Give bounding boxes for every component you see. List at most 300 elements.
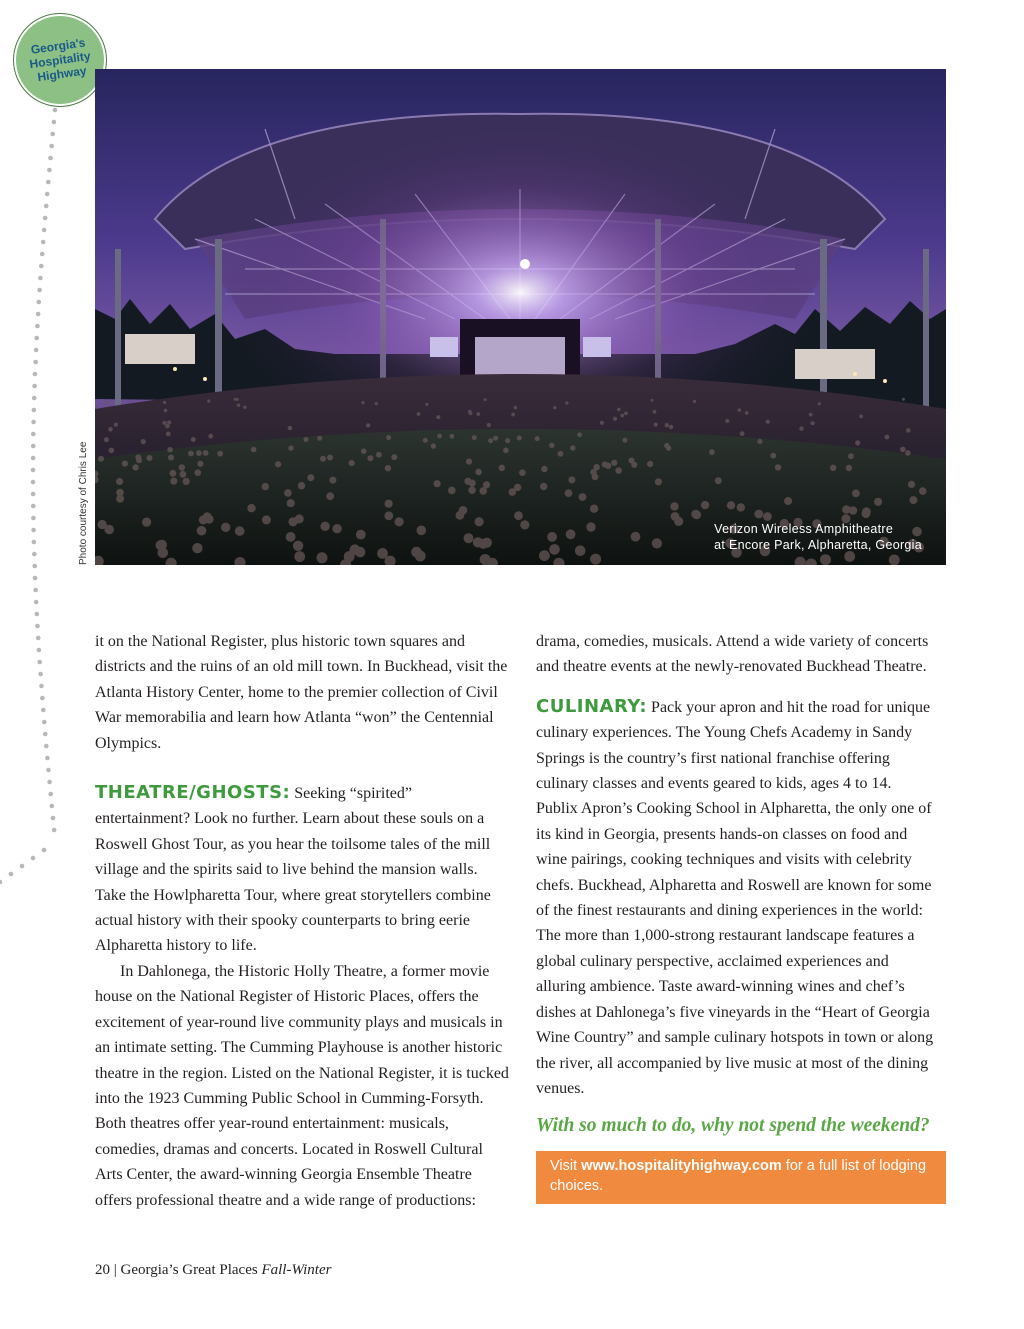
trail-dot [35,624,40,629]
crowd-texture [437,434,442,439]
trail-dot [38,672,43,677]
crowd-texture [862,509,871,518]
crowd-texture [122,461,128,467]
crowd-texture [164,409,168,413]
trail-dot [31,516,36,521]
crowd-texture [701,501,709,509]
crowd-texture [170,470,177,477]
crowd-texture [631,532,641,542]
crowd-texture [284,489,292,497]
crowd-texture [475,469,482,476]
crowd-texture [671,512,680,521]
crowd-texture [727,501,735,509]
crowd-texture [317,436,322,441]
crowd-texture [298,482,305,489]
crowd-texture [203,512,212,521]
crowd-texture [669,425,673,429]
crowd-texture [830,465,836,471]
crowd-texture [417,412,421,416]
trail-dot [34,600,39,605]
crowd-texture [385,465,391,471]
trail-dot [41,240,46,245]
culinary-text: Pack your apron and hit the road for unique culinary experiences. The Young Chefs Academy in Sandy Springs is the country’s first national franchise offering culinary classes and events geared to kids, ages 4 to 14. Publix Apron’s Cooking School in Alpharetta, the only one of its kind in Georgia, presents hands-on classes on food and wine pairings, cooking techniques and visits with celebrity chefs. Buckhead, Alpharetta and Roswell are known for some of the finest restaurants and dining experiences in the world: The more than 1,000-strong restaurant landscape features a global culinary perspective, acclaimed experiences and alluring ambience. Taste award-winning wines and chef’s dishes at Dahlonega’s five vineyards in the “Heart of Georgia Wine Country” and sample culinary hotspots in town or along the river, all accompanied by live music at most of the dining venues. [536,698,934,1097]
crowd-texture [488,438,493,443]
crowd-texture [104,525,114,535]
crowd-texture [846,465,852,471]
crowd-texture [450,434,455,439]
crowd-texture [859,415,863,419]
crowd-texture [236,398,239,401]
crowd-texture [141,439,146,444]
crowd-texture [655,478,662,485]
crowd-texture [725,419,729,423]
theatre-ghosts-text: Seeking “spirited” entertainment? Look no further. Learn about these souls on a Roswell Ghost Tour, as you hear the toilsome tales of the mill village and the spirits said to live behind the mansion walls. Take the Howlpharetta Tour, where great storytellers combine actual history with their spooky counterparts to bring eerie Alpharetta history to life. [95,785,491,955]
crowd-texture [207,400,210,403]
crowd-texture [317,552,328,563]
crowd-texture [757,439,762,444]
crowd-texture [600,421,604,425]
crowd-texture [611,460,617,466]
crowd-texture [652,538,662,548]
trail-dot [39,684,44,689]
trail-dot [47,780,52,785]
trail-dot [32,564,37,569]
crowd-texture [425,403,428,406]
trail-dot [31,504,36,509]
crowd-texture [766,420,770,424]
crowd-texture [906,428,911,433]
photo-credit: Photo courtesy of Chris Lee [78,441,89,565]
crowd-texture [262,515,271,524]
crowd-texture [565,489,573,497]
crowd-texture [367,455,373,461]
trail-dot [40,252,45,257]
crowd-texture [116,489,124,497]
crowd-texture [549,544,560,555]
crowd-texture [217,451,223,457]
crowd-texture [586,522,595,531]
crowd-texture [221,523,230,532]
trail-dot [37,288,42,293]
trail-dot [50,132,55,137]
crowd-texture [473,537,483,547]
trail-dot [36,312,41,317]
crowd-texture [908,481,915,488]
crowd-texture [275,461,281,467]
crowd-texture [456,511,465,520]
trail-dot [35,612,40,617]
crowd-texture [568,476,575,483]
crowd-texture [617,408,621,412]
amphitheatre-illustration [95,69,946,565]
trail-dot [35,324,40,329]
photo-caption [714,521,922,553]
crowd-texture [745,411,749,415]
crowd-texture [434,480,441,487]
crowd-texture [288,426,292,430]
crowd-texture [624,411,628,415]
crowd-texture [168,455,174,461]
trail-dot [44,744,49,749]
crowd-texture [320,456,326,462]
crowd-texture [590,554,601,565]
trail-dot [32,408,37,413]
crowd-texture [237,404,240,407]
crowd-texture [902,398,905,401]
crowd-texture [295,514,304,523]
crowd-texture [411,547,422,558]
trail-dot [44,204,49,209]
crowd-texture [909,496,917,504]
trail-dot [31,492,36,497]
crowd-texture [436,415,440,419]
crowd-texture [183,478,190,485]
crowd-texture [848,453,854,459]
crowd-texture [385,500,393,508]
footer-separator: | [113,1262,117,1278]
crowd-texture [602,462,608,468]
crowd-texture [476,412,480,416]
trail-dot [32,540,37,545]
photo-caption-line-1: Verizon Wireless Amphitheatre [714,522,894,536]
crowd-texture [763,512,772,521]
trail-dot [31,432,36,437]
crowd-texture [132,464,138,470]
crowd-texture [288,445,293,450]
crowd-texture [464,478,471,485]
crowd-texture [852,490,860,498]
crowd-texture [98,456,104,462]
crowd-texture [197,526,207,536]
crowd-texture [307,474,314,481]
crowd-texture [235,526,245,536]
crowd-texture [251,447,257,453]
crowd-texture [693,400,696,403]
crowd-texture [653,410,657,414]
culinary-heading: CULINARY: [536,695,648,717]
crowd-texture [540,483,547,490]
crowd-texture [558,451,564,457]
crowd-texture [811,421,815,425]
crowd-texture [535,436,540,441]
crowd-texture [784,497,792,505]
trail-dot [42,720,47,725]
crowd-texture [304,437,309,442]
trail-dot [32,396,37,401]
trail-dot [37,300,42,305]
trail-dot [32,384,37,389]
crowd-texture [262,483,269,490]
crowd-texture [361,448,367,454]
trail-dot [52,120,57,125]
crowd-texture [391,454,397,460]
callout-prefix: Visit [550,1157,582,1174]
trail-dot [48,792,53,797]
crowd-texture [208,434,213,439]
crowd-texture [142,518,151,527]
crowd-texture [423,438,428,443]
crowd-texture [487,423,491,427]
crowd-texture [108,427,113,432]
crowd-texture [483,481,490,488]
crowd-texture [135,454,141,460]
hospitality-highway-badge [14,14,106,106]
hospitality-highway-link[interactable]: www.hospitalityhighway.com [581,1157,782,1174]
crowd-texture [622,438,627,443]
crowd-texture [243,406,246,409]
theatre-ghosts-paragraph [95,780,510,959]
crowd-texture [349,460,355,466]
crowd-texture [395,517,404,526]
crowd-texture [715,477,722,484]
photo-caption-line-2: at Encore Park, Alpharetta, Georgia [714,538,922,552]
crowd-texture [468,486,476,494]
trail-dot [37,660,42,665]
crowd-texture [517,436,522,441]
crowd-texture [287,499,295,507]
crowd-texture [469,411,473,415]
crowd-texture [799,426,803,430]
crowd-texture [327,455,333,461]
crowd-texture [874,498,882,506]
crowd-texture [514,484,521,491]
crowd-texture [375,402,378,405]
crowd-texture [620,414,624,418]
trail-dot [48,156,53,161]
crowd-texture [104,437,109,442]
crowd-texture [356,530,366,540]
crowd-texture [179,464,185,470]
trail-dot [37,648,42,653]
crowd-texture [366,423,370,427]
crowd-texture [472,435,477,440]
trail-dot [33,576,38,581]
crowd-texture [203,450,209,456]
crowd-texture [547,532,557,542]
page-number: 20 [95,1262,110,1278]
publication-name: Georgia’s Great Places [120,1262,258,1278]
trail-dot [50,804,55,809]
crowd-texture [320,522,329,531]
badge-label: Georgia's Hospitality Highway [28,35,92,85]
trail-dot [38,276,43,281]
crowd-texture [666,445,671,450]
crowd-texture [195,469,202,476]
trail-dot [47,168,52,173]
crowd-texture [900,447,906,453]
crowd-texture [448,487,456,495]
trail-dot [34,336,39,341]
crowd-texture [665,423,669,427]
intro-paragraph: it on the National Register, plus historic town squares and districts and the ruins of an old mill town. In Buckhead, visit the Atlanta History Center, home to the premier collection of Civil War memorabilia and learn how Atlanta “won” the Centennial Olympics. [95,633,508,752]
crowd-texture [670,502,678,510]
trail-dot [31,528,36,533]
trail-dot [33,372,38,377]
trail-dot [43,732,48,737]
crowd-texture [539,550,550,561]
trail-dot [32,552,37,557]
amphitheatre-photo [95,69,946,565]
crowd-texture [519,469,526,476]
trail-dot [53,108,58,113]
crowd-texture [709,449,715,455]
crowd-texture [499,465,505,471]
crowd-texture [566,529,576,539]
crowd-texture [247,504,255,512]
crowd-texture [885,435,890,440]
crowd-texture [166,432,171,437]
trail-dot [20,864,25,869]
culinary-paragraph [536,694,936,1102]
crowd-texture [114,423,118,427]
trail-dot [31,420,36,425]
crowd-texture [475,517,484,526]
crowd-texture [553,406,556,409]
trail-dot [51,816,56,821]
crowd-texture [514,406,517,409]
crowd-texture [549,443,554,448]
crowd-texture [147,455,153,461]
crowd-texture [167,447,173,453]
continuation-paragraph: drama, comedies, musicals. Attend a wide variety of concerts and theatre events at the newly-renovated Buckhead Theatre. [536,633,929,676]
crowd-texture [889,555,900,566]
crowd-texture [116,478,123,485]
trail-dot [45,192,50,197]
crowd-texture [156,540,166,550]
crowd-texture [384,511,393,520]
theatre-ghosts-heading: THEATRE/GHOSTS: [95,782,291,804]
crowd-texture [577,432,582,437]
crowd-texture [196,450,202,456]
trail-dot [31,444,36,449]
crowd-texture [590,505,598,513]
crowd-texture [775,464,781,470]
crowd-texture [326,492,334,500]
crowd-texture [592,474,599,481]
crowd-texture [503,448,509,454]
crowd-texture [431,443,436,448]
crowd-texture [361,401,364,404]
crowd-texture [106,401,109,404]
trail-dot [46,180,51,185]
crowd-texture [167,420,171,424]
crowd-texture [818,402,821,405]
crowd-texture [738,408,742,412]
issue-name: Fall-Winter [261,1262,332,1278]
trail-dot [42,228,47,233]
crowd-texture [376,452,382,458]
crowd-texture [737,503,745,511]
crowd-texture [520,520,529,529]
trail-dot [31,480,36,485]
crowd-texture [855,440,860,445]
crowd-texture [541,466,547,472]
crowd-texture [631,462,637,468]
crowd-texture [514,511,523,520]
crowd-texture [180,471,187,478]
trail-dot [52,828,57,833]
crowd-texture [505,438,510,443]
trail-dot [33,588,38,593]
crowd-texture [570,445,575,450]
crowd-texture [162,421,166,425]
crowd-texture [482,538,492,548]
crowd-texture [329,477,336,484]
crowd-texture [293,541,303,551]
crowd-texture [770,453,776,459]
crowd-texture [197,461,203,467]
crowd-texture [740,431,745,436]
crowd-texture [192,543,202,553]
crowd-texture [355,547,366,558]
trail-dot [40,696,45,701]
crowd-texture [464,533,474,543]
trail-dot [36,636,41,641]
trail-dot [42,848,47,853]
crowd-texture [820,554,831,565]
trail-dot [0,880,2,885]
crowd-texture [842,505,851,514]
page-footer [95,1262,331,1279]
crowd-texture [691,510,700,519]
crowd-texture [905,450,911,456]
crowd-texture [484,398,487,401]
left-column [95,629,510,1213]
trail-dot [39,264,44,269]
crowd-texture [613,417,617,421]
crowd-texture [615,467,622,474]
crowd-texture [386,435,391,440]
trail-dot [41,708,46,713]
crowd-texture [332,524,341,533]
dahlonega-paragraph: In Dahlonega, the Historic Holly Theatre, a former movie house on the National Register of Historic Places, offers the excitement of year-round live community plays and musicals in an intimate setting. The Cumming Playhouse is another historic theatre in the region. Listed on the National Register, it is tucked into the 1923 Cumming Public School in Cumming-Forsyth. Both theatres offer year-round entertainment: musicals, comedies, dramas and concerts. Located in Roswell Cultural Arts Center, the award-winning Georgia Ensemble Theatre offers professional theatre and a wide range of productions: [95,962,509,1209]
trail-dot [33,360,38,365]
crowd-texture [754,510,763,519]
trail-dot [45,756,50,761]
crowd-texture [417,526,427,536]
crowd-texture [650,399,653,402]
crowd-texture [188,451,194,457]
lodging-callout [536,1151,946,1204]
crowd-texture [565,401,568,404]
trail-dot [31,456,36,461]
trail-dot [46,768,51,773]
crowd-texture [466,459,472,465]
crowd-texture [286,532,296,542]
crowd-texture [170,478,177,485]
weekend-tagline: With so much to do, why not spend the weekend? [536,1115,930,1137]
crowd-texture [809,413,813,417]
right-column [536,629,936,1204]
callout-suffix: for a full list of lodging choices. [550,1157,927,1194]
trail-dot [31,856,36,861]
trail-dot [9,872,14,877]
trail-dot [31,468,36,473]
crowd-texture [919,487,927,495]
crowd-texture [163,401,166,404]
dotted-trail-decoration [0,0,110,900]
crowd-texture [575,545,586,556]
crowd-texture [579,493,587,501]
crowd-texture [191,437,196,442]
trail-dot [49,144,54,149]
crowd-texture [294,551,305,562]
trail-dot [43,216,48,221]
crowd-texture [654,423,658,427]
crowd-texture [647,461,653,467]
crowd-texture [493,436,498,441]
crowd-texture [109,448,115,454]
